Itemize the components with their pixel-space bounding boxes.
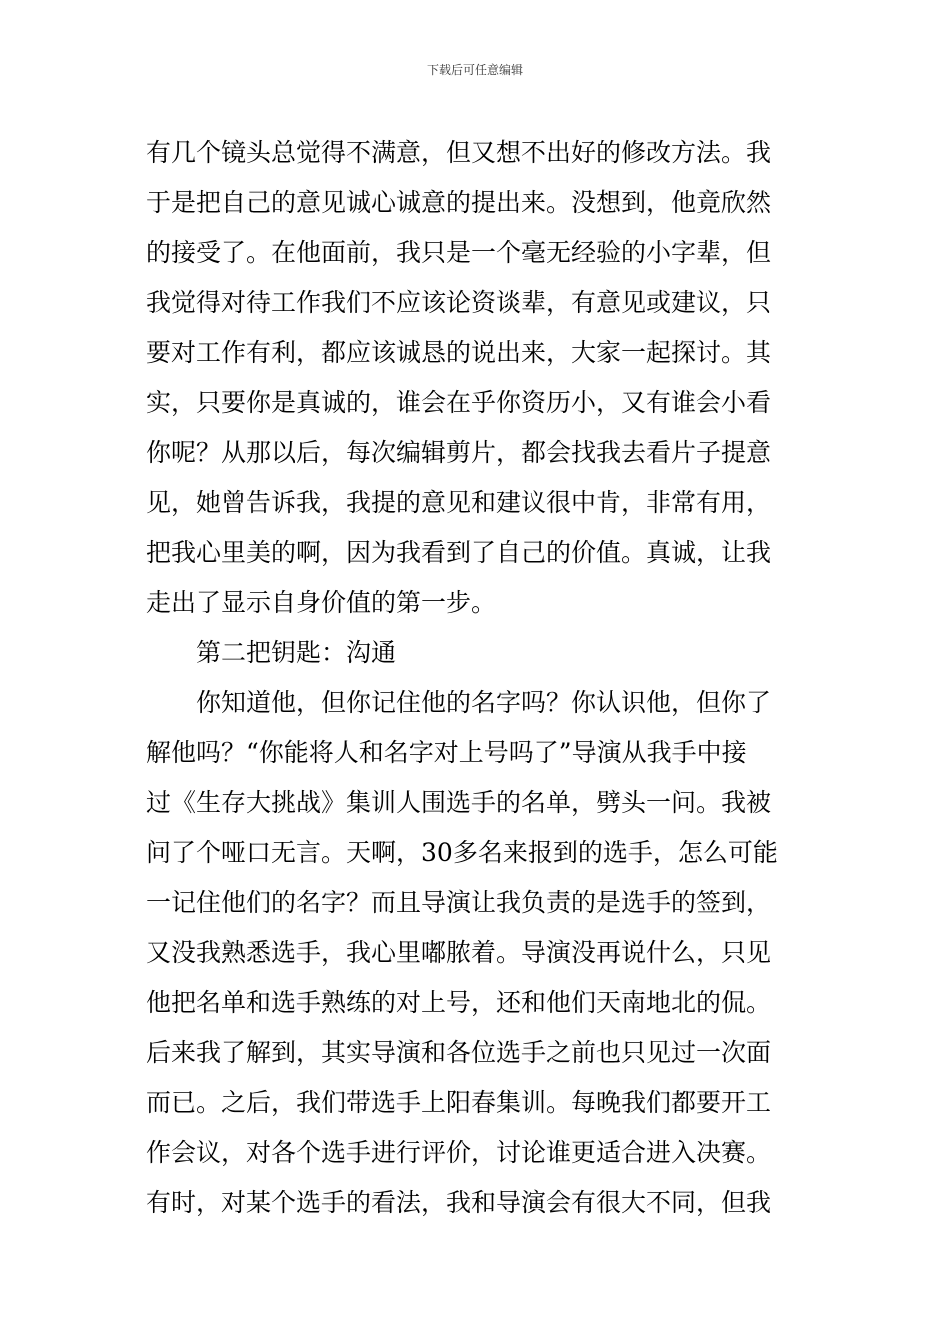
text-line: 要对工作有利，都应该诚恳的说出来，大家一起探讨。其 bbox=[146, 338, 772, 367]
text-line: 见，她曾告诉我，我提的意见和建议很中肯，非常有用， bbox=[146, 488, 772, 517]
text-line: 于是把自己的意见诚心诚意的提出来。没想到，他竟欣然 bbox=[146, 188, 772, 217]
text-line: 你呢？从那以后，每次编辑剪片，都会找我去看片子提意 bbox=[146, 438, 772, 467]
text-line: 实，只要你是真诚的，谁会在乎你资历小，又有谁会小看 bbox=[146, 388, 772, 417]
text-line: 的接受了。在他面前，我只是一个毫无经验的小字辈，但 bbox=[146, 238, 772, 267]
text-line: 而已。之后，我们带选手上阳春集训。每晚我们都要开工 bbox=[146, 1088, 772, 1117]
body-text bbox=[146, 128, 810, 1228]
text-line: 解他吗？“你能将人和名字对上号吗了”导演从我手中接 bbox=[146, 738, 747, 767]
text-line: 他把名单和选手熟练的对上号，还和他们天南地北的侃。 bbox=[146, 988, 772, 1017]
text-line: 有几个镜头总觉得不满意，但又想不出好的修改方法。我 bbox=[146, 138, 772, 167]
header-note: 下载后可任意编辑 bbox=[426, 63, 523, 77]
text-line: 作会议，对各个选手进行评价，讨论谁更适合进入决赛。 bbox=[146, 1138, 772, 1167]
text-line: 走出了显示自身价值的第一步。 bbox=[146, 588, 497, 617]
text-line: 又没我熟悉选手，我心里嘟脓着。导演没再说什么，只见 bbox=[146, 938, 772, 967]
text-line: 后来我了解到，其实导演和各位选手之前也只见过一次面 bbox=[146, 1038, 772, 1067]
paragraph-start-line: 你知道他，但你记住他的名字吗？你认识他，但你了 bbox=[196, 688, 772, 717]
text-line: 过《生存大挑战》集训人围选手的名单，劈头一问。我被 bbox=[146, 788, 772, 817]
section-heading: 第二把钥匙：沟通 bbox=[196, 638, 397, 667]
text-line: 我觉得对待工作我们不应该论资谈辈，有意见或建议，只 bbox=[146, 288, 772, 317]
text-line: 一记住他们的名字？而且导演让我负责的是选手的签到， bbox=[146, 888, 772, 917]
text-line: 问了个哑口无言。天啊，30多名来报到的选手，怎么可能 bbox=[146, 838, 778, 867]
text-line: 有时，对某个选手的看法，我和导演会有很大不同，但我 bbox=[146, 1188, 772, 1217]
text-line: 把我心里美的啊，因为我看到了自己的价值。真诚，让我 bbox=[146, 538, 772, 567]
